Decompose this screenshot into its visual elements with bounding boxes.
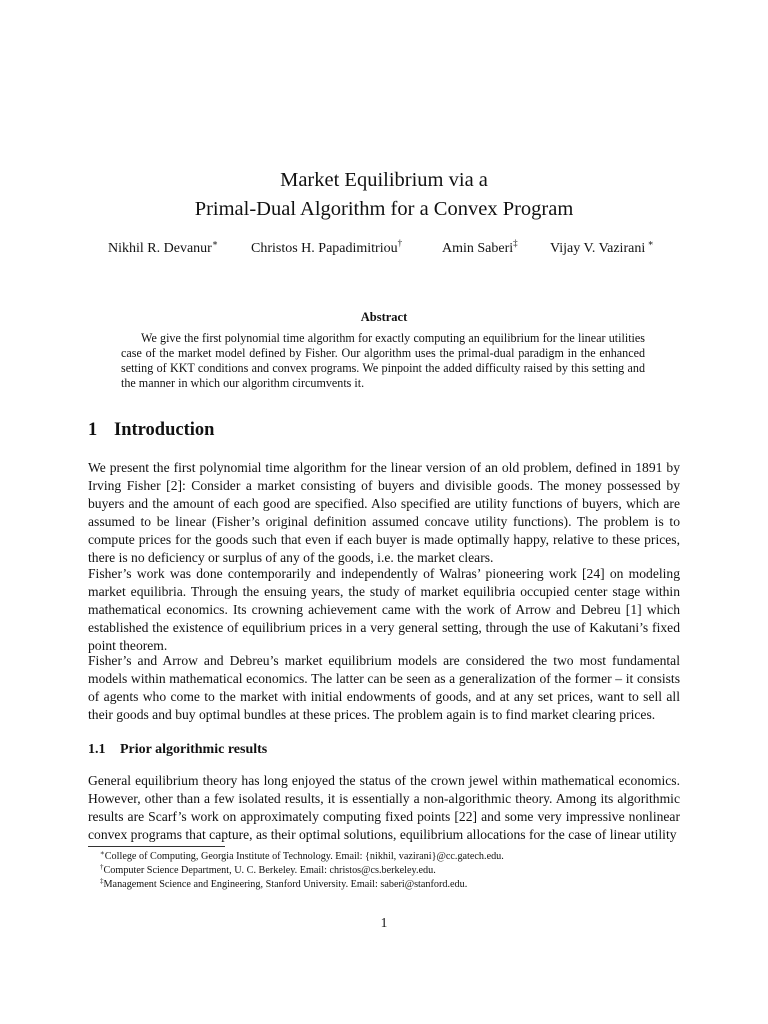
footnote-divider <box>88 846 225 847</box>
abstract-heading: Abstract <box>360 310 408 324</box>
paper-title <box>0 166 768 224</box>
subsection-heading-prior-results: 1.1 Prior algorithmic results <box>88 742 268 757</box>
title-line-1: Market Equilibrium via a <box>280 169 488 191</box>
footnote-3: ‡Management Science and Engineering, Stanford University. Email: saberi@stanford.edu. <box>100 877 468 890</box>
intro-paragraph-3: Fisher’s and Arrow and Debreu’s market equilibrium models are considered the two most fundamental models within mathematical economics. The latter can be seen as a generalization of the former – it consists of agents who come to the market with initial endowments of goods, and at any set prices, want to sell all their goods and buy optimal bundles at these prices. The problem again is to find market clearing prices. <box>88 653 680 722</box>
footnote-1: ∗College of Computing, Georgia Institute of Technology. Email: {nikhil, vazirani}@cc.gatech.edu. <box>100 849 504 862</box>
intro-paragraph-2: Fisher’s work was done contemporarily and independently of Walras’ pioneering work [24] on modeling market equilibria. Through the ensuing years, the study of market equilibria occupied center stage within mathematical economics. Its crowning achievement came with the work of Arrow and Debreu [1] which established the existence of equilibrium prices in a very general setting, through the use of Kakutani’s fixed point theorem. <box>88 566 680 653</box>
footnotes <box>100 850 680 892</box>
section-heading-introduction: 1 Introduction <box>88 420 215 440</box>
author-vazirani: Vijay V. Vazirani ∗ <box>550 238 654 256</box>
author-devanur: Nikhil R. Devanur∗ <box>108 238 218 256</box>
prior-results-paragraph: General equilibrium theory has long enjoyed the status of the crown jewel within mathematical economics. However, other than a few isolated results, it is essentially a non-algorithmic theory. Among its algorithmic results are Scarf’s work on approximately computing fixed points [22] and some very impressive nonlinear convex programs that capture, as their optimal solutions, equilibrium allocations for the case of linear utility <box>88 773 680 842</box>
title-line-2: Primal-Dual Algorithm for a Convex Program <box>194 198 574 220</box>
intro-paragraph-1: We present the first polynomial time algorithm for the linear version of an old problem, defined in 1891 by Irving Fisher [2]: Consider a market consisting of buyers and divisible goods. The money possessed by buyers and the amount of each good are specified. Also specified are utility functions of buyers, which are assumed to be linear (Fisher’s original definition assumed concave utility functions). The problem is to compute prices for the goods such that even if each buyer is made optimally happy, relative to these prices, there is no deficiency or surplus of any of the goods, i.e. the market clears. <box>88 460 680 565</box>
author-saberi: Amin Saberi‡ <box>442 238 518 256</box>
page-number: 1 <box>380 915 388 930</box>
abstract-text: We give the first polynomial time algorithm for exactly computing an equilibrium for the linear utilities case of the market model defined by Fisher. Our algorithm uses the primal-dual paradigm in the enhanced setting of KKT conditions and convex programs. We pinpoint the added difficulty raised by this setting and the manner in which our algorithm circumvents it. <box>121 331 645 390</box>
author-papadimitriou: Christos H. Papadimitriou† <box>251 238 403 256</box>
footnote-2: †Computer Science Department, U. C. Berkeley. Email: christos@cs.berkeley.edu. <box>100 863 436 876</box>
